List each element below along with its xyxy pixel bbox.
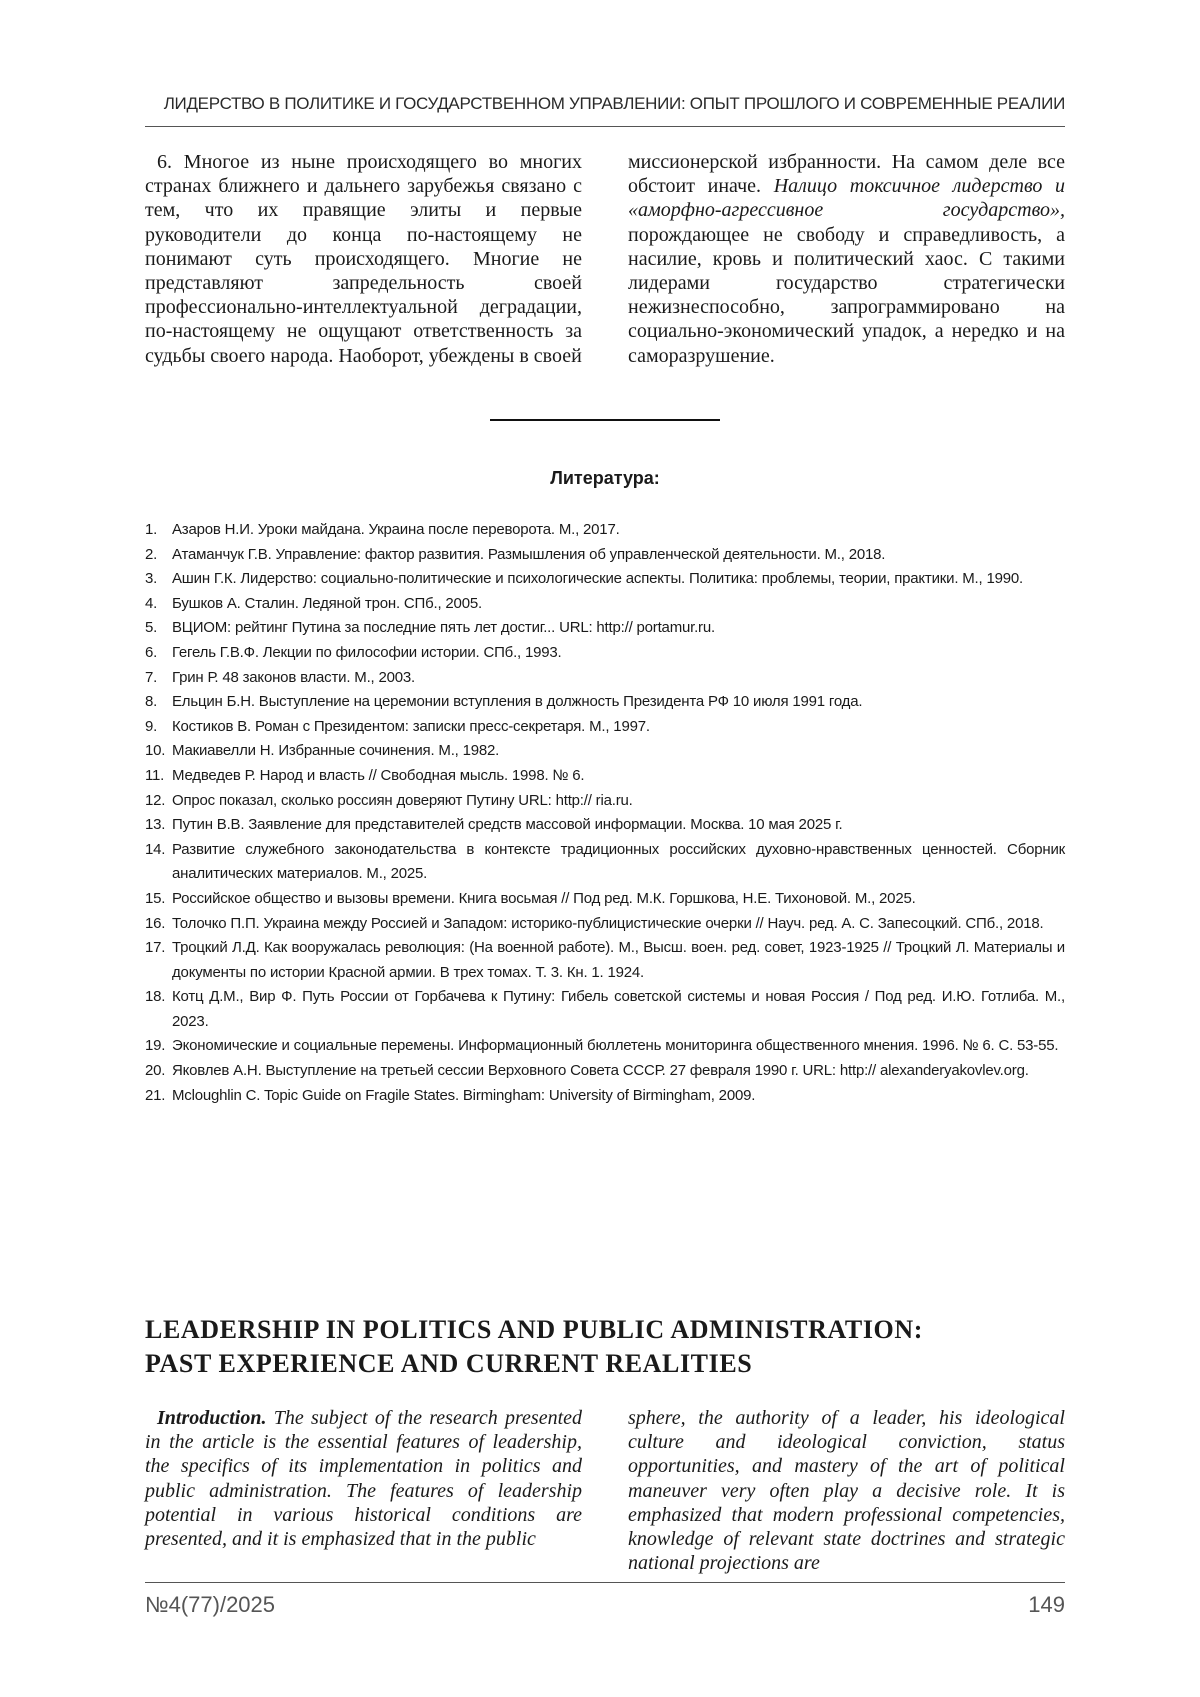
reference-item <box>145 715 1065 740</box>
reference-text: Развитие служебного законодательства в контексте традиционных российских духовно-нравственных ценностей. Сборник аналитических материалов. М., 2025. <box>172 840 1065 883</box>
en-abstract-right-column <box>628 1406 1065 1575</box>
en-abstract-left-column <box>145 1406 582 1575</box>
reference-item <box>145 1084 1065 1109</box>
reference-item <box>145 518 1065 543</box>
reference-text: Экономические и социальные перемены. Информационный бюллетень мониторинга общественного мнения. 1996. № 6. С. 53-55. <box>172 1037 1059 1055</box>
reference-text: Гегель Г.В.Ф. Лекции по философии истории. СПб., 1993. <box>172 643 562 661</box>
reference-item <box>145 936 1065 985</box>
reference-number: 7. <box>145 668 158 686</box>
reference-number: 4. <box>145 594 158 612</box>
reference-item <box>145 912 1065 937</box>
reference-text: Mcloughlin C. Topic Guide on Fragile States. Birmingham: University of Birmingham, 2009. <box>172 1086 756 1104</box>
reference-item <box>145 813 1065 838</box>
ru-body-columns <box>145 150 1065 368</box>
reference-number: 1. <box>145 521 158 538</box>
reference-number: 17. <box>145 939 166 957</box>
header-rule <box>145 126 1065 127</box>
reference-number: 12. <box>145 791 166 809</box>
section-separator <box>490 419 720 421</box>
english-title-line-1: LEADERSHIP IN POLITICS AND PUBLIC ADMINISTRATION: <box>145 1315 924 1344</box>
reference-item <box>145 616 1065 641</box>
reference-item <box>145 838 1065 887</box>
reference-list <box>145 518 1065 1108</box>
reference-text: Опрос показал, сколько россиян доверяют Путину URL: http:// ria.ru. <box>172 791 633 809</box>
page-number: 149 <box>1028 1592 1065 1617</box>
reference-number: 16. <box>145 914 166 932</box>
english-title-line-2: PAST EXPERIENCE AND CURRENT REALITIES <box>145 1349 753 1378</box>
reference-text: Российское общество и вызовы времени. Книга восьмая // Под ред. М.К. Горшкова, Н.Е. Тихоновой. М., 2025. <box>172 889 916 907</box>
issue-number: №4(77)/2025 <box>145 1592 276 1617</box>
reference-item <box>145 666 1065 691</box>
ru-text-plain-2: порождающее не свободу и справедливость, а насилие, кровь и политический хаос. С такими лидерами государство стратегически нежизнеспособно, запрограммировано на социально-экономический упадок, а нередко и на саморазрушение. <box>628 223 1065 367</box>
reference-number: 8. <box>145 693 158 711</box>
reference-item <box>145 739 1065 764</box>
english-title <box>145 1313 1065 1381</box>
reference-text: Котц Д.М., Вир Ф. Путь России от Горбачева к Путину: Гибель советской системы и новая Россия / Под ред. И.Ю. Готлиба. М., 2023. <box>172 988 1065 1030</box>
ru-text-italic: Налицо токсичное лидерство и «аморфно-агрессивное государство», <box>628 175 1066 222</box>
reference-text: Медведев Р. Народ и власть // Свободная мысль. 1998. № 6. <box>172 766 585 784</box>
ru-body-right-column <box>628 150 1065 368</box>
reference-item <box>145 543 1065 568</box>
reference-text: Толочко П.П. Украина между Россией и Западом: историко-публицистические очерки // Науч. ред. А. С. Запесоцкий. СПб., 2018. <box>172 914 1044 932</box>
ru-paragraph-6: 6. Многое из ныне происходящего во многих странах ближнего и дальнего зарубежья связано с тем, что их правящие элиты и первые руководители до конца по-настоящему не понимают суть происходящего. Многие не представляют запредельность своей профессионально-интеллектуальной деградации, по-настоящему не ощущают ответственность за судьбы своего народа. Наоборот, убеждены в своей <box>145 151 582 367</box>
reference-item <box>145 567 1065 592</box>
reference-item <box>145 1059 1065 1084</box>
reference-item <box>145 985 1065 1034</box>
reference-item <box>145 641 1065 666</box>
en-abstract-text-right: sphere, the authority of a leader, his ideological culture and ideological conviction, status opportunities, and mastery of the art of political maneuver very often play a decisive role. It is emphasized that modern professional competencies, knowledge of relevant state doctrines and strategic national projections are <box>628 1407 1065 1575</box>
reference-item <box>145 1034 1065 1059</box>
reference-text: Троцкий Л.Д. Как вооружалась революция: (На военной работе). М., Высш. воен. ред. совет, 1923-1925 // Троцкий Л. Материалы и документы по истории Красной армии. В трех томах. Т. 3. Кн. 1. 1924. <box>172 939 1065 981</box>
reference-number: 19. <box>145 1037 166 1055</box>
reference-text: Ельцин Б.Н. Выступление на церемонии вступления в должность Президента РФ 10 июля 1991 года. <box>172 693 863 711</box>
reference-number: 2. <box>145 545 158 563</box>
reference-text: Яковлев А.Н. Выступление на третьей сессии Верховного Совета СССР. 27 февраля 1990 г. URL: http:// alexanderyakovlev.org. <box>172 1062 1029 1080</box>
en-abstract-paragraph <box>145 1406 582 1551</box>
en-abstract-columns <box>145 1406 1065 1575</box>
ru-body-left-column <box>145 150 582 368</box>
reference-item <box>145 764 1065 789</box>
reference-number: 18. <box>145 988 166 1006</box>
reference-item <box>145 690 1065 715</box>
reference-number: 6. <box>145 643 158 661</box>
reference-text: Путин В.В. Заявление для представителей средств массовой информации. Москва. 10 мая 2025 г. <box>172 816 843 834</box>
introduction-label: Introduction. <box>157 1407 267 1429</box>
reference-item <box>145 887 1065 912</box>
en-abstract-text-left: The subject of the research presented in the article is the essential features of leadership, the specifics of its implementation in politics and public administration. The features of leadership potential in various historical conditions are presented, and it is emphasized that in the public <box>145 1407 582 1551</box>
ru-text-plain-1: миссионерской избранности. На самом деле все обстоит иначе. <box>628 151 1065 198</box>
reference-number: 5. <box>145 619 158 637</box>
reference-number: 9. <box>145 717 158 735</box>
reference-item <box>145 592 1065 617</box>
reference-number: 3. <box>145 570 158 588</box>
reference-text: ВЦИОМ: рейтинг Путина за последние пять лет достиг... URL: http:// portamur.ru. <box>172 619 715 637</box>
reference-text: Ашин Г.К. Лидерство: социально-политические и психологические аспекты. Политика: проблемы, теории, практики. М., 1990. <box>172 570 1023 588</box>
reference-number: 10. <box>145 742 166 760</box>
reference-number: 11. <box>145 766 165 784</box>
reference-text: Макиавелли Н. Избранные сочинения. М., 1982. <box>172 742 500 760</box>
running-header: ЛИДЕРСТВО В ПОЛИТИКЕ И ГОСУДАРСТВЕННОМ УПРАВЛЕНИИ: ОПЫТ ПРОШЛОГО И СОВРЕМЕННЫЕ РЕАЛИИ <box>163 94 1065 113</box>
reference-item <box>145 789 1065 814</box>
reference-number: 13. <box>145 816 166 834</box>
footer-rule <box>145 1582 1065 1583</box>
reference-text: Бушков А. Сталин. Ледяной трон. СПб., 2005. <box>172 594 482 612</box>
ru-paragraph-6-continued <box>628 150 1065 368</box>
reference-number: 21. <box>145 1086 166 1104</box>
reference-text: Азаров Н.И. Уроки майдана. Украина после переворота. М., 2017. <box>172 521 620 538</box>
reference-text: Грин Р. 48 законов власти. М., 2003. <box>172 668 416 686</box>
reference-number: 14. <box>145 840 166 858</box>
reference-number: 20. <box>145 1062 166 1080</box>
reference-text: Атаманчук Г.В. Управление: фактор развития. Размышления об управленческой деятельности. М., 2018. <box>172 545 886 563</box>
reference-number: 15. <box>145 889 166 907</box>
reference-text: Костиков В. Роман с Президентом: записки пресс-секретаря. М., 1997. <box>172 717 650 735</box>
literature-heading: Литература: <box>550 468 660 488</box>
